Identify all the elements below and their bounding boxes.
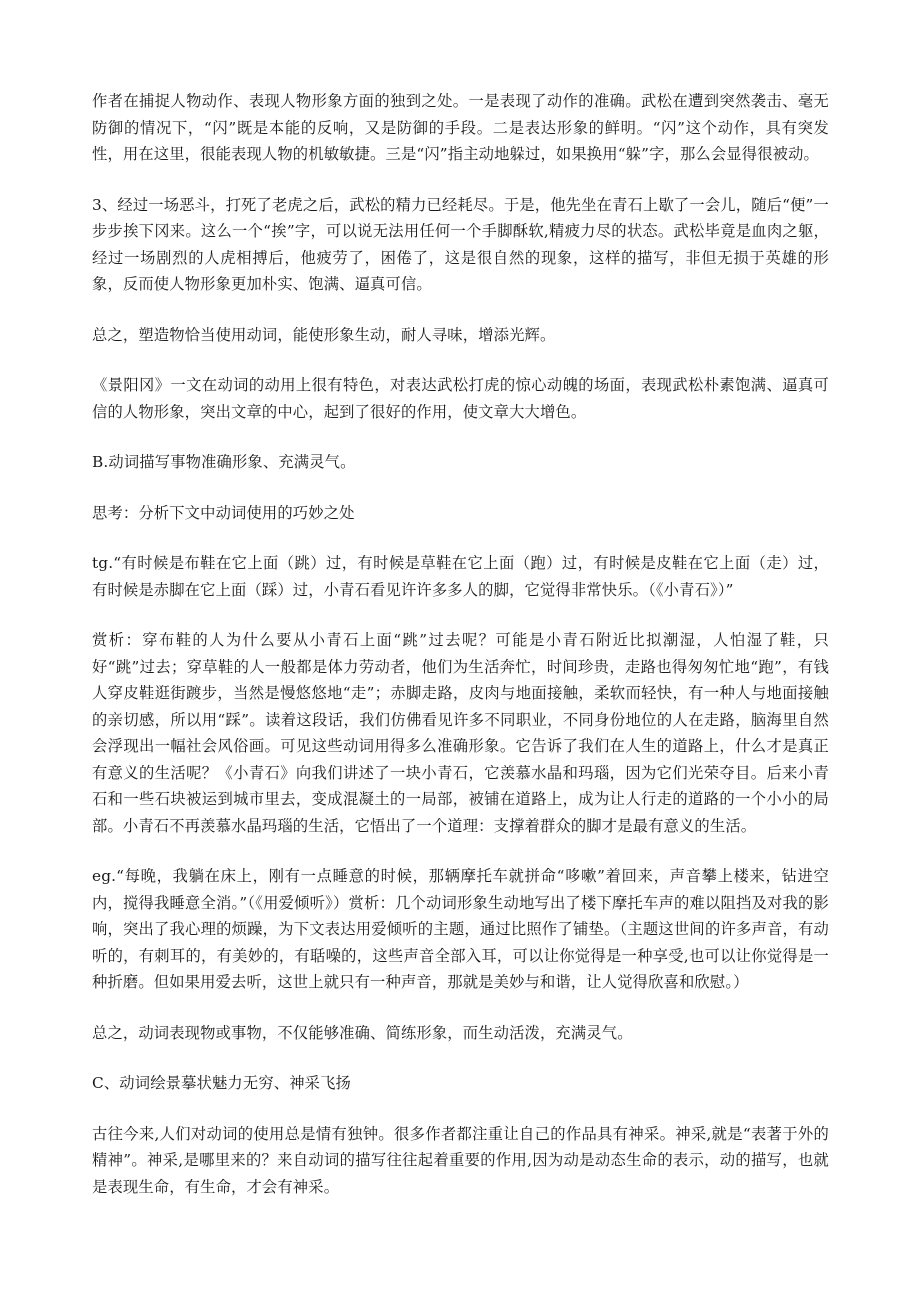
paragraph-summary-1: 总之，塑造物恰当使用动词，能使形象生动，耐人寻味，增添光辉。 bbox=[92, 325, 556, 344]
paragraph-dodge-analysis: 作者在捕捉人物动作、表现人物形象方面的独到之处。一是表现了动作的准确。武松在遭到突然袭击、毫无防御的情况下，“闪”既是本能的反响，又是防御的手段。二是表达形象的鲜明。“闪”这个动作，具有突发性，用在这里，很能表现人物的机敏敏捷。三是“闪”指主动地躲过，如果换用“躲”字，那么会显得很被动。 bbox=[92, 92, 829, 163]
paragraph-think: 思考：分析下文中动词使用的巧妙之处 bbox=[92, 503, 355, 522]
paragraph-point-3: 3、经过一场恶斗，打死了老虎之后，武松的精力已经耗尽。于是，他先坐在青石上歇了一会儿，随后“便”一步步挨下冈来。这么一个“挨”字，可以说无法用任何一个手脚酥软,精疲力尽的状态。武松毕竟是血肉之躯，经过一场剧烈的人虎相搏后，他疲劳了，困倦了，这是很自然的现象，这样的描写，非但无损于英雄的形象，反而使人物形象更加朴实、饱满、逼真可信。 bbox=[92, 195, 829, 293]
section-heading-b: B.动词描写事物准确形象、充满灵气。 bbox=[92, 453, 356, 471]
section-heading-c: C、动词绘景摹状魅力无穷、神采飞扬 bbox=[92, 1074, 352, 1092]
paragraph-ancient: 古往今来,人们对动词的使用总是情有独钟。很多作者都注重让自己的作品具有神采。神采,就是“表著于外的精神”。神采,是哪里来的？来自动词的描写往往起着重要的作用,因为动是动态生命的表示，动的描写，也就是表现生命，有生命，才会有神采。 bbox=[92, 1124, 829, 1196]
paragraph-appreciation: 赏析：穿布鞋的人为什么要从小青石上面“跳”过去呢？可能是小青石附近比拟潮湿，人怕湿了鞋，只好“跳”过去；穿草鞋的人一般都是体力劳动者，他们为生活奔忙，时间珍贵，走路也得匆匆忙地“跑”，有钱人穿皮鞋逛街踱步，当然是慢悠悠地“走”；赤脚走路，皮肉与地面接触，柔软而轻快，有一种人与地面接触的亲切感，所以用“踩”。读着这段话，我们仿佛看见许多不同职业，不同身份地位的人在走路，脑海里自然会浮现出一幅社会风俗画。可见这些动词用得多么准确形象。它告诉了我们在人生的道路上，什么才是真正有意义的生活呢？《小青石》向我们讲述了一块小青石，它羡慕水晶和玛瑙，因为它们光荣夺目。后来小青石和一些石块被运到城市里去，变成混凝土的一局部，被铺在道路上，成为让人行走的道路的一个小小的局部。小青石不再羡慕水晶玛瑙的生活，它悟出了一个道理：支撑着群众的脚才是最有意义的生活。 bbox=[92, 631, 829, 835]
paragraph-example-eg: eg.“每晚，我躺在床上，刚有一点睡意的时候，那辆摩托车就拼命“哆嗽”着回来，声音攀上楼来，钻进空内，搅得我睡意全消。”（《用爱倾听》）赏析：几个动词形象生动地写出了楼下摩托车声的难以阻挡及对我的影响，突出了我心理的烦躁，为下文表达用爱倾听的主题，通过比照作了铺垫。（主题这世间的许多声音，有动听的，有刺耳的，有美妙的，有聒噪的，这些声音全部入耳，可以让你觉得是一种享受,也可以让你觉得是一种折磨。但如果用爱去听，这世上就只有一种声音，那就是美妙与和谐，让人觉得欣喜和欣慰。） bbox=[92, 867, 829, 991]
paragraph-example-tg: tg.“有时候是布鞋在它上面（跳）过，有时候是草鞋在它上面（跑）过，有时候是皮鞋在它上面（走）过，有时候是赤脚在它上面（踩）过，小青石看见许许多多人的脚，它觉得非常快乐。（《小青石》）” bbox=[92, 554, 829, 599]
paragraph-jingyanggang: 《景阳冈》一文在动词的动用上很有特色，对表达武松打虎的惊心动魄的场面，表现武松朴素饱满、逼真可信的人物形象，突出文章的中心，起到了很好的作用，使文章大大增色。 bbox=[92, 376, 829, 421]
paragraph-summary-2: 总之，动词表现物或事物，不仅能够准确、简练形象，而生动活泼，充满灵气。 bbox=[92, 1023, 633, 1042]
